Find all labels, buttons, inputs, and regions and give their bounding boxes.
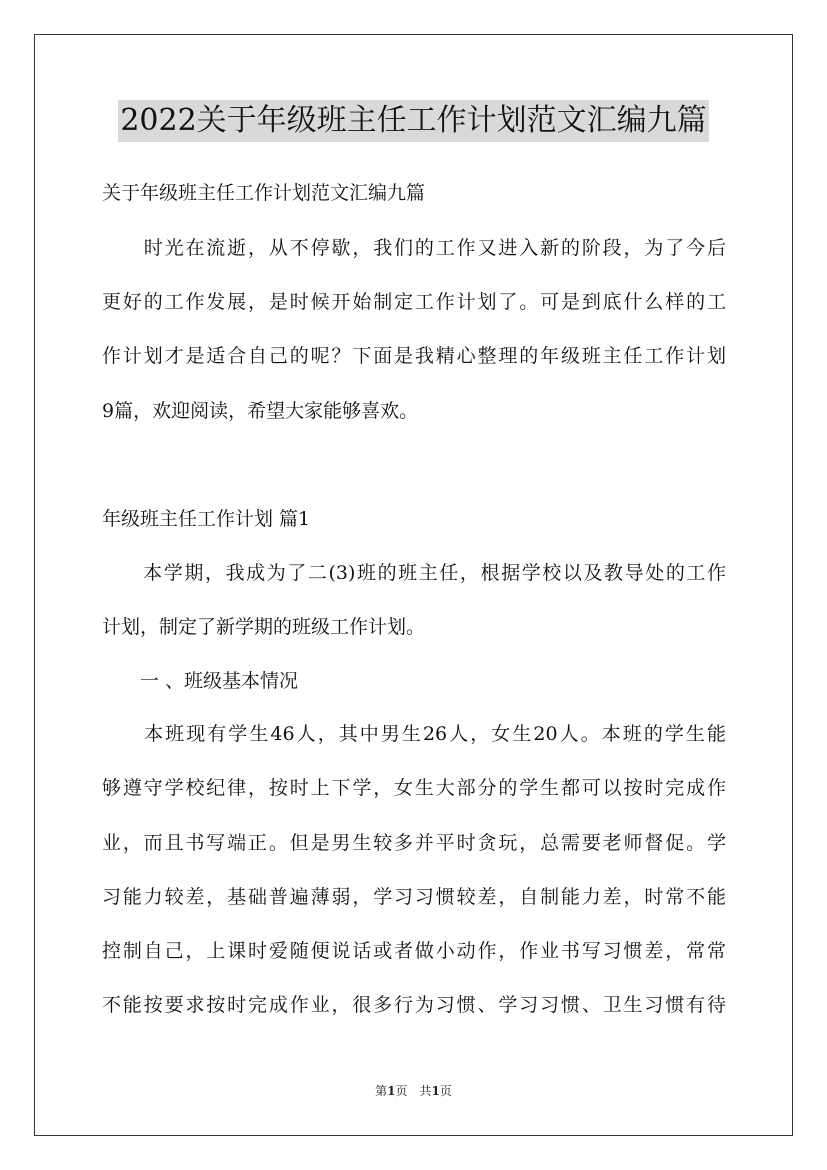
paragraph-line: 习能力较差，基础普遍薄弱，学习习惯较差，自制能力差，时常不能 bbox=[102, 886, 726, 908]
title-container bbox=[0, 100, 827, 142]
page-footer bbox=[0, 1082, 827, 1100]
paragraph-line: 本学期，我成为了二(3)班的班主任，根据学校以及教导处的工作 bbox=[102, 562, 726, 584]
paragraph-line: 9篇，欢迎阅读，希望大家能够喜欢。 bbox=[102, 400, 419, 422]
paragraph-line: 计划，制定了新学期的班级工作计划。 bbox=[102, 616, 426, 638]
paragraph-line: 时光在流逝，从不停歇，我们的工作又进入新的阶段，为了今后 bbox=[102, 237, 726, 259]
page-suffix: 页 bbox=[439, 1084, 452, 1098]
paragraph-line: 控制自己，上课时爱随便说话或者做小动作，作业书写习惯差，常常 bbox=[102, 940, 726, 962]
paragraph-line: 更好的工作发展，是时候开始制定工作计划了。可是到底什么样的工 bbox=[102, 291, 726, 313]
page-number: 1 bbox=[387, 1084, 396, 1098]
page-total: 1 bbox=[431, 1084, 440, 1098]
section-heading: 年级班主任工作计划 篇1 bbox=[102, 508, 311, 530]
paragraph-line: 业，而且书写端正。但是男生较多并平时贪玩，总需要老师督促。学 bbox=[102, 832, 726, 854]
document-title: 2022关于年级班主任工作计划范文汇编九篇 bbox=[118, 100, 708, 142]
subsection-heading: 一 、班级基本情况 bbox=[102, 670, 299, 692]
paragraph-line: 本班现有学生46人，其中男生26人，女生20人。本班的学生能 bbox=[102, 723, 726, 745]
subtitle-line: 关于年级班主任工作计划范文汇编九篇 bbox=[102, 182, 426, 204]
paragraph-line: 够遵守学校纪律，按时上下学，女生大部分的学生都可以按时完成作 bbox=[102, 777, 726, 799]
page-prefix: 第 bbox=[375, 1084, 388, 1098]
paragraph-line: 作计划才是适合自己的呢？下面是我精心整理的年级班主任工作计划 bbox=[102, 345, 726, 367]
paragraph-line: 不能按要求按时完成作业，很多行为习惯、学习习惯、卫生习惯有待 bbox=[102, 994, 726, 1016]
page-mid: 页 共 bbox=[395, 1084, 432, 1098]
